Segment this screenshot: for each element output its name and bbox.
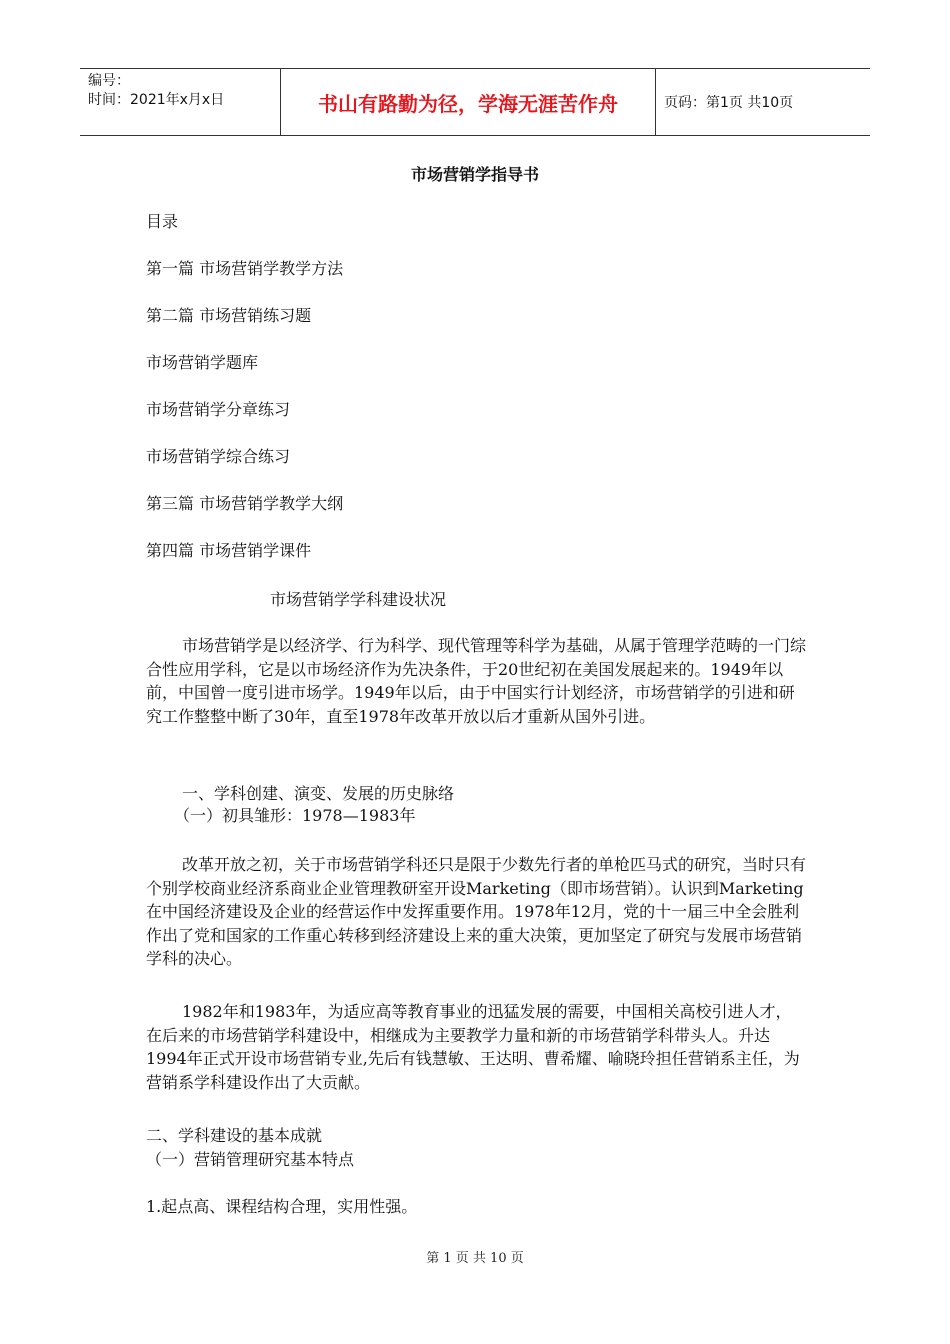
- toc-heading: 目录: [146, 212, 179, 231]
- header-table: [80, 68, 870, 136]
- toc-item: 第一篇 市场营销学教学方法: [146, 259, 344, 278]
- header-left-cell: [80, 69, 280, 135]
- heading-history: 一、学科创建、演变、发展的历史脉络: [182, 784, 455, 803]
- paragraph-intro: [146, 634, 806, 728]
- toc-item: 市场营销学题库: [146, 353, 259, 372]
- paragraph-text: 市场营销学是以经济学、行为科学、现代管理等科学为基础，从属于管理学范畴的一门综合性应用学科，它是以市场经济作为先决条件，于20世纪初在美国发展起来的。1949年以前，中国曾一度引进市场学。1949年以后，由于中国实行计划经济，市场营销学的引进和研究工作整整中断了30年，直至1978年改革开放以后才重新从国外引进。: [146, 636, 807, 726]
- document-date: 时间：2021年x月x日: [88, 92, 225, 108]
- page-footer: 第 1 页 共 10 页: [426, 1251, 524, 1266]
- document-number-label: 编号：: [88, 73, 130, 89]
- toc-item: 市场营销学综合练习: [146, 447, 291, 466]
- paragraph-talent: [146, 1000, 806, 1094]
- paragraph-reform: [146, 853, 806, 971]
- paragraph-text: 改革开放之初，关于市场营销学科还只是限于少数先行者的单枪匹马式的研究，当时只有个别学校商业经济系商业企业管理教研室开设Marketing（即市场营销）。认识到Marketing在中国经济建设及企业的经营运作中发挥重要作用。1978年12月，党的十一届三中全会胜利作出了党和国家的工作重心转移到经济建设上来的重大决策，更加坚定了研究与发展市场营销学科的决心。: [146, 855, 807, 968]
- toc-item: 第三篇 市场营销学教学大纲: [146, 494, 344, 513]
- subheading-1978: （一）初具雏形：1978—1983年: [174, 806, 416, 825]
- toc-item: 第四篇 市场营销学课件: [146, 541, 312, 560]
- section-title: 市场营销学学科建设状况: [270, 590, 447, 609]
- toc-item: 市场营销学分章练习: [146, 400, 291, 419]
- document-title: 市场营销学指导书: [410, 165, 539, 184]
- toc-item: 第二篇 市场营销练习题: [146, 306, 312, 325]
- paragraph-text: 1982年和1983年，为适应高等教育事业的迅猛发展的需要，中国相关高校引进人才，在后来的市场营销学科建设中，相继成为主要教学力量和新的市场营销学科带头人。升达1994年正式开设市场营销专业,先后有钱慧敏、王达明、曹希耀、喻晓玲担任营销系主任，为营销系学科建设作出了大贡献。: [146, 1002, 800, 1092]
- subheading-features: （一）营销管理研究基本特点: [146, 1150, 355, 1169]
- header-page-number: 页码：第1页 共10页: [664, 95, 794, 111]
- header-motto: 书山有路勤为径，学海无涯苦作舟: [280, 69, 656, 135]
- heading-achievements: 二、学科建设的基本成就: [146, 1126, 323, 1145]
- list-item: 1.起点高、课程结构合理，实用性强。: [146, 1197, 418, 1216]
